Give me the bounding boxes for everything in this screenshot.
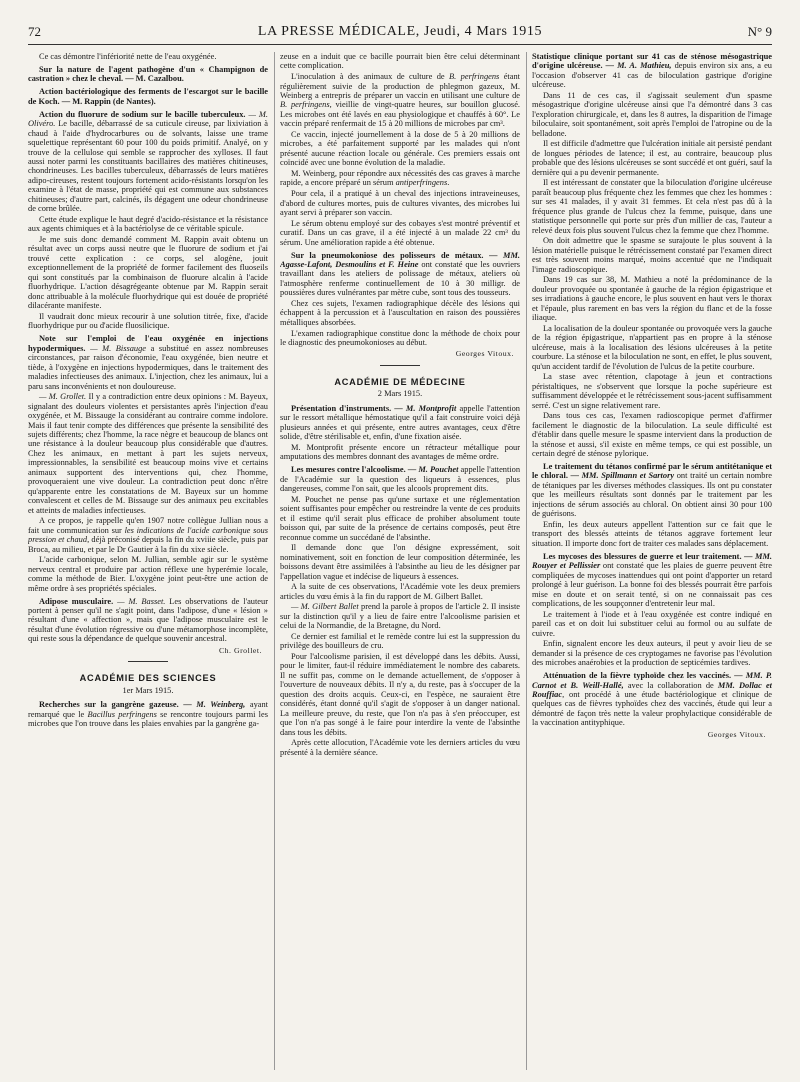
entry-heading: Action du fluorure de sodium sur le bacille tuberculeux.: [39, 109, 246, 119]
section-date: 2 Mars 1915.: [377, 389, 423, 399]
entry-author: — M. Olivéro.: [28, 109, 268, 129]
entry-heading: Note sur l'emploi de l'eau oxygénée en injections hypodermiques.: [28, 334, 268, 353]
entry-heading: Recherches sur la gangrène gazeuse.: [39, 700, 179, 710]
entry-heading: Atténuation de la fièvre typhoïde chez les vaccinés.: [543, 671, 732, 681]
column-rule: [274, 52, 275, 1070]
entry: [532, 552, 772, 609]
paragraph: Enfin, les deux auteurs appellent l'attention sur ce fait que le transport des blessés atteints de tétanos aggrave fortement leur situation. Il importe donc fort de traiter ces malades sans déplacement.: [532, 519, 772, 548]
paragraph: Pour l'alcoolisme parisien, il est développé dans les débits. Aussi, pour le limiter, faut-il réduire immédiatement le nombre des cabarets. Il ne suffit pas, comme on le demande actuellement, de s'opposer à l'ouverture de nouveaux débits. Il n'y a, du reste, pas à s'occuper de la question des droits acquis. Ceux-ci, en l'espèce, ne sauraient être considérés, étant donné qu'il s'agit de s'opposer à un danger national. La meilleure preuve, du reste, que l'on n'a pas à s'en préoccuper, est que l'on n'a pas songé à le faire pour interdire la vente de l'absinthe dans tous les débits.: [280, 651, 520, 737]
entry: [28, 700, 268, 728]
entry-text: ont constaté que les plaies de guerre peuvent être compliquées de mycoses inattendues qui ont point d'apporter un retard prolongé à leur guérison. La bonne foi des blessés pourrait être parfois mise en doute et on serait tenté, si on ne connaissait pas ces complications, de les soupçonner d'entretenir leur mal.: [532, 561, 772, 609]
entry-text: ont constaté que les ouvriers travaillant dans les ateliers de polissage de métaux, ateliers où l'atmosphère renferme continuellement de 10 à 30 milligr. de poussières dures vulnérantes par mètre cube, sont tous des tousseurs.: [280, 259, 520, 298]
paragraph: A la suite de ces observations, l'Académie vote les deux premiers articles du vœu émis à la fin du rapport de M. Gilbert Ballet.: [280, 582, 520, 601]
paragraph: Dans 19 cas sur 38, M. Mathieu a noté la prédominance de la douleur provoquée ou spontanée à gauche de la région épigastrique et ses irradiations à gauche encore, le plus souvent en haut vers le thorax et l'épaule, plus rarement en bas vers la région du flanc et de la fosse iliaque.: [532, 275, 772, 323]
section-title: ACADÉMIE DES SCIENCES: [79, 673, 217, 684]
entry: [28, 110, 268, 214]
entry-author: — M. Gilbert Ballet: [291, 602, 359, 612]
italic-text: Bacillus perfringens: [87, 709, 157, 719]
signature: Ch. Grollet.: [218, 645, 262, 655]
italic-text: B. perfringens: [449, 72, 500, 82]
journal-title: LA PRESSE MÉDICALE, Jeudi, 4 Mars 1915: [257, 24, 543, 39]
text: ayant remarqué que le: [28, 700, 268, 719]
paragraph: [280, 602, 520, 630]
entry-heading: Statistique clinique portant sur 41 cas de sténose mésogastrique d'origine ulcéreuse.: [532, 52, 772, 71]
paragraph: Cette étude explique le haut degré d'acido-résistance et la résistance aux agents chimiques et à la bactériolyse de ce véritable spicule.: [28, 214, 268, 234]
paragraph: Il vaudrait donc mieux recourir à une solution titrée, fixe, d'acide fluorhydrique pur ou d'acide fluosilicique.: [28, 311, 268, 331]
column-3: [532, 52, 772, 1072]
entry-text: Les observations de l'auteur portent à penser qu'il ne s'agit point, dans l'adipose, d'une « lésion » résultant d'une « affection », mais que l'adipose musculaire est le résultat d'une évolution régressive ou d'une métamorphose incomplète, qui reste sous la dépendance de quelque souvenir ancestral.: [28, 596, 268, 644]
entry-author: — M. A. Mathieu,: [602, 61, 672, 71]
entry-text: a substitué en assez nombreuses circonstances, par raison d'économie, l'eau oxygénée, bien neutre et tiède, à l'oxygène en injections hypodermiques, dans le traitement des maladies infectieuses des animaux. L'injection, chez les animaux, lui a paru sans inconvénients et non douloureuse.: [28, 343, 268, 391]
text: , déjà préconisé depuis la fin du xviiie siècle, puis par Broca, au milieu, et par le Dr Gautier à la fin du xixe siècle.: [28, 535, 268, 554]
entry: [28, 87, 268, 106]
entry-heading: Adipose musculaire.: [39, 596, 114, 606]
italic-text: antiperfringens: [395, 178, 448, 188]
paragraph: Il est difficile d'admettre que l'ulcération initiale ait persisté pendant de longues périodes de latence; il est, au contraire, beaucoup plus probable que des lésions ulcéreuses se sont succédé et ont guéri, sauf la dernière qui a pu devenir permanente.: [532, 139, 772, 177]
paragraph: zeuse en a induit que ce bacille pourrait bien être celui déterminant cette complication.: [280, 52, 520, 71]
paragraph: Je me suis donc demandé comment M. Rappin avait obtenu un résultat avec un corps aussi neutre que le fluorure de sodium et j'ai trouvé cette explication : ce corps, sel alogène, jouit exceptionnellement de la propriété de former facilement des fluoseils qui sont constitués par la combinaison de fluorure alcalin à l'acide fluorhydrique. L'action désagrégeante obtenue par M. Rappin serait donc attribuable à la molécule fluorhydrique qui est douée de propriété dilacérante manifeste.: [28, 235, 268, 311]
column-2: [280, 52, 520, 1072]
column-rule: [526, 52, 527, 1070]
entry: [280, 251, 520, 298]
paragraph: M. Pouchet ne pense pas qu'une surtaxe et une réglementation soient suffisantes pour empêcher ou restreindre la vente de ces produits et il estime qu'il serait plus efficace de prohiber absolument toute boisson qui, par suite de la présence de certains composés, peut être reconnue comme un succédané de l'absinthe.: [280, 494, 520, 542]
entry-author: — M. Bissauge: [85, 343, 146, 353]
text: se rencontre toujours parmi les microbes que l'on trouve dans les plaies envahies par la gangrène ga-: [28, 709, 268, 729]
issue-number: N° 9: [747, 24, 772, 39]
text: avec la collaboration de: [623, 680, 718, 690]
paragraph: Le sérum obtenu employé sur des cobayes s'est montré préventif et curatif. Dans un cas grave, il a été injecté à un malade 22 cm³ du sérum. Une amélioration rapide a été obtenue.: [280, 218, 520, 247]
italic-text: B. perfringens: [280, 100, 330, 110]
entry-heading: Action bactériologique des ferments de l'escargot sur le bacille de Koch. — M. Rappin (de Nantes).: [28, 87, 268, 106]
paragraph: Ce vaccin, injecté journellement à la dose de 5 à 20 millions de microbes, a été parfaitement supporté par les malades qui n'ont présenté aucune réaction locale ou générale. Ces premiers essais ont coïncidé avec une bonne évolution de la maladie.: [280, 130, 520, 168]
entry-text: Le bacille, débarrassé de sa cuticule cireuse, par lixiviation à chaud à l'aide d'hydrocarbures ou de solvants, laisse une trame squelettique représentant 60 pour 100 du poids primitif. Analyé, on y trouve de la cellulose qui semble se rapprocher des xylloses. Il faut aussi noter parmi les constituants bacillaires des matières chitineuses, chondrineuses. Les bacilles tuberculeux, débarrassés de leurs matières adipo-cireuses, restent toujours fortement acido-résistants lorsqu'on les examine à l'état de masse, propriété qui est commune aux substances chitineuses; d'autre part, calcinés, ils dégagent une odeur chondrineuse de corne brûlée.: [28, 119, 268, 214]
entry-author: — M. Weinberg,: [178, 700, 246, 710]
entry-heading: Présentation d'instruments.: [291, 403, 392, 413]
paragraph: [280, 169, 520, 188]
text: étant régulièrement suivie de la production de phlegmon gazeux, M. Weinberg a entrepris de préparer un vaccin en utilisant une culture de: [280, 72, 520, 100]
entry: [28, 597, 268, 644]
italic-text: MM. Dollac et Rouffiac: [532, 680, 772, 700]
paragraph: On doit admettre que le spasme se surajoute le plus souvent à la lésion matérielle puisque le rétrécissement constaté par l'examen direct est très souvent moins marqué, moins accentué que ne l'indiquait l'image radioscopique.: [532, 236, 772, 274]
entry: [532, 462, 772, 519]
page-header: [28, 24, 772, 45]
paragraph: Pour cela, il a pratiqué à un cheval des injections intraveineuses, d'abord de cultures mortes, puis de cultures vivantes, des microbes lui ayant servi à préparer son vaccin.: [280, 189, 520, 217]
entry-text: Il y a contradiction entre deux opinions : M. Bayeux, signalant des douleurs violentes et persistantes après l'injection d'eau oxygénée, et M. Bissauge la considérant au contraire comme indolore. Mais il faut tenir compte des différences que présente la sensibilité des sujets différents; chez l'homme, la race nègre et beaucoup de blancs ont une résistance à la douleur beaucoup plus considérable que d'autres. Chez les animaux, en mettant à part les sujets nerveux, impressionnables, la sensibilité est beaucoup moins vive et certains animaux supportent des interventions qui, chez l'homme, provoqueraient une vive douleur. La contradiction peut donc n'être qu'apparente entre les constatations de M. Bayeux sur un homme convalescent et celles de M. Bissauge sur des animaux peu excitables et atteints de maladies infectieuses.: [28, 392, 268, 515]
paragraph: La stase avec rétention, clapotage à jeun et contractions péristaltiques, ne s'observent que lorsque la poche supérieure est suffisamment développée et le rétrécissement sous-jacent suffisamment serré. C'est un signe relativement rare.: [532, 372, 772, 410]
text: .: [447, 178, 450, 188]
signature: Georges Vitoux.: [707, 729, 766, 739]
paragraph: Chez ces sujets, l'examen radiographique décèle des lésions qui échappent à la percussion et à l'auscultation en raison des poussières métalliques absorbées.: [280, 298, 520, 327]
entry-text: appelle l'attention sur le ressort métallique hémostatique qu'il a fait construire voici déjà plusieurs années et qui présente, entre autres avantages, ceux d'être solide, d'être stérilisable et, enfin, d'une fixation aisée.: [280, 403, 520, 442]
entry-author: — MM. P. Carnot et B. Weill-Hallé,: [532, 671, 772, 690]
page-number: 72: [28, 24, 41, 39]
section-date: 1er Mars 1915.: [122, 685, 174, 695]
entry-text: depuis environ six ans, a eu l'occasion d'observer 41 cas de biloculation gastrique d'origine ulcéreuse.: [532, 61, 772, 90]
entry-author: — M. Basset.: [113, 596, 166, 606]
entry: [280, 465, 520, 493]
entry-author: — M. Montprofit: [391, 403, 457, 413]
paragraph: Ce cas démontre l'infériorité nette de l'eau oxygénée.: [39, 52, 217, 61]
entry-heading: Le traitement du tétanos confirmé par le sérum antitétanique et le chloral.: [532, 462, 772, 481]
paragraph: Enfin, signalent encore les deux auteurs, il peut y avoir lieu de se demander si la présence de ces cryptogames ne favorise pas l'évolution des microbes anaérobies et la production de septicémies tardives.: [532, 639, 772, 668]
paragraph: [280, 72, 520, 129]
entry: [28, 65, 268, 84]
text: , vieillie de vingt-quatre heures, sur bouillon glucosé. Les microbes ont été lavés en eau physiologique et chauffés à 60°. Le vaccin préparé renfermait de 15 à 20 millions de microbes par cm³.: [280, 100, 520, 129]
entry-heading: Les mycoses des blessures de guerre et leur traitement.: [543, 551, 742, 561]
paragraph: L'examen radiographique constitue donc la méthode de choix pour le diagnostic des pneumokonioses au début.: [280, 328, 520, 347]
text: M. Weinberg, pour répondre aux nécessités des cas graves à marche rapide, a encore préparé un sérum: [280, 169, 520, 188]
paragraph: Il demande donc que l'on désigne expressément, soit nominativement, soit en fonction de leur composition déterminée, les boissons devant être assimilées à l'absinthe au lieu de les désigner par l'appellation vague et indécise de liqueurs à essences.: [280, 543, 520, 581]
paragraph: Il est intéressant de constater que la biloculation d'origine ulcéreuse paraît beaucoup plus fréquente chez les femmes que chez les hommes : sur ses 41 malades, il y avait 31 femmes. Et cela n'est pas dû à la fréquence plus grande de l'ulcus chez la femme, puisque, dans une statistique personnelle qui porte sur près d'un millier de cas, l'auteur a relevé deux fois plus souvent l'ulcus chez la femme que chez l'homme.: [532, 178, 772, 235]
section-title: ACADÉMIE DE MÉDECINE: [334, 376, 466, 387]
entry: [280, 404, 520, 442]
entry-author: — MM. Agasse-Lafont, Desmoulins et F. Heine: [280, 250, 520, 269]
text: , ont procédé à une étude bactériologique et clinique de quelques cas de fièvres typhoïdes chez des vaccinés, étude qui leur a démontré de façon très nette la valeur prophylactique considérable de la vaccination antityphique.: [532, 690, 772, 728]
paragraph: Dans 11 de ces cas, il s'agissait seulement d'un spasme mésogastrique d'origine ulcéreuse ainsi que l'a démontré dans 3 cas l'exploration chirurgicale, et, dans les 8 autres, la disparition de l'image biloculaire, soit spontanément, soit après l'emploi de l'atropine ou de la belladone.: [532, 91, 772, 138]
entry-author: — M. Pouchet: [405, 465, 459, 475]
paragraph: Le traitement à l'iode et à l'eau oxygénée est contre indiqué en pareil cas et on doit lui substituer celui au formol ou au sulfate de cuivre.: [532, 609, 772, 638]
signature: Georges Vitoux.: [455, 349, 514, 359]
entry-author: — MM. Rouyer et Pellissier: [532, 551, 772, 571]
entry-heading: Sur la nature de l'agent pathogène d'un « Champignon de castration » chez le cheval. — M. Cazalbou.: [28, 64, 268, 84]
paragraph: Ce dernier est familial et le remède contre lui est la suppression du privilège des bouilleurs de cru.: [280, 631, 520, 651]
text: A ce propos, je rappelle qu'en 1907 notre collègue Jullian nous a fait une communication sur: [28, 516, 268, 535]
paragraph: [28, 516, 268, 554]
entry-heading: Sur la pneumokoniose des polisseurs de métaux.: [291, 250, 484, 260]
entry-text: ont traité un certain nombre de tétaniques par les diverses méthodes classiques. Ils ont pu constater que les meilleurs résultats sont donnés par le traitement par les injections de sérum associés au chloral. On obtient ainsi 30 pour 100 de guérisons.: [532, 471, 772, 519]
paragraph: La localisation de la douleur spontanée ou provoquée vers la gauche de la région épigastrique, n'appartient pas en propre à la sténose ulcéreuse, mais à la localisation des lésions ulcéreuses à la petite courbure. La sténose et la biloculation ne sont, en effet, le plus souvent, qu'un accident tardif de l'évolution de l'ulcus de la petite courbure.: [532, 323, 772, 371]
entry: [532, 52, 772, 90]
italic-text: les indications de l'acide carbonique sous pression et chaud: [28, 525, 268, 545]
entry: [28, 334, 268, 391]
entry-heading: Les mesures contre l'alcoolisme.: [291, 465, 406, 475]
paragraph: Dans tous ces cas, l'examen radioscopique permet d'affirmer facilement le diagnostic de la biloculation. La seule difficulté est d'établir dans quelle mesure le spasme intervient dans la production de la sténose et aussi, s'il existe en même temps, ce qui est possible, un certain degré de sténose pylorique.: [532, 411, 772, 459]
entry-text: appelle l'attention de l'Académie sur la question des liqueurs à essences, plus dangereuses, comme l'on sait, que les alcools proprement dits.: [280, 465, 520, 494]
entry: [532, 671, 772, 728]
column-1: [28, 52, 268, 1072]
section-divider: [380, 365, 420, 366]
paragraph: Après cette allocution, l'Académie vote les derniers articles du vœu présenté à la dernière séance.: [280, 738, 520, 757]
text: L'inoculation à des animaux de culture de: [291, 72, 450, 82]
paragraph: M. Montprofit présente encore un rétracteur métallique pour amputations des membres donnant des avantages de même ordre.: [280, 442, 520, 462]
entry-author: — MM. Spillmann et Sartory: [567, 471, 675, 481]
paragraph: L'acide carbonique, selon M. Jullian, semble agir sur le système nerveux central et produire par action réflexe une hyperémie locale, comme la méthode de Bier. L'oxygène joint peut-être une action de même ordre à ses propriétés spéciales.: [28, 555, 268, 593]
paragraph: [28, 392, 268, 515]
entry-text: prend la parole à propos de l'article 2. Il insiste sur la distinction qu'il y a lieu de faire entre l'alcoolisme parisien et celui de la Normandie, de la Bretagne, du Nord.: [280, 602, 520, 631]
section-divider: [128, 661, 168, 662]
entry-author: — M. Grollet.: [39, 392, 87, 402]
